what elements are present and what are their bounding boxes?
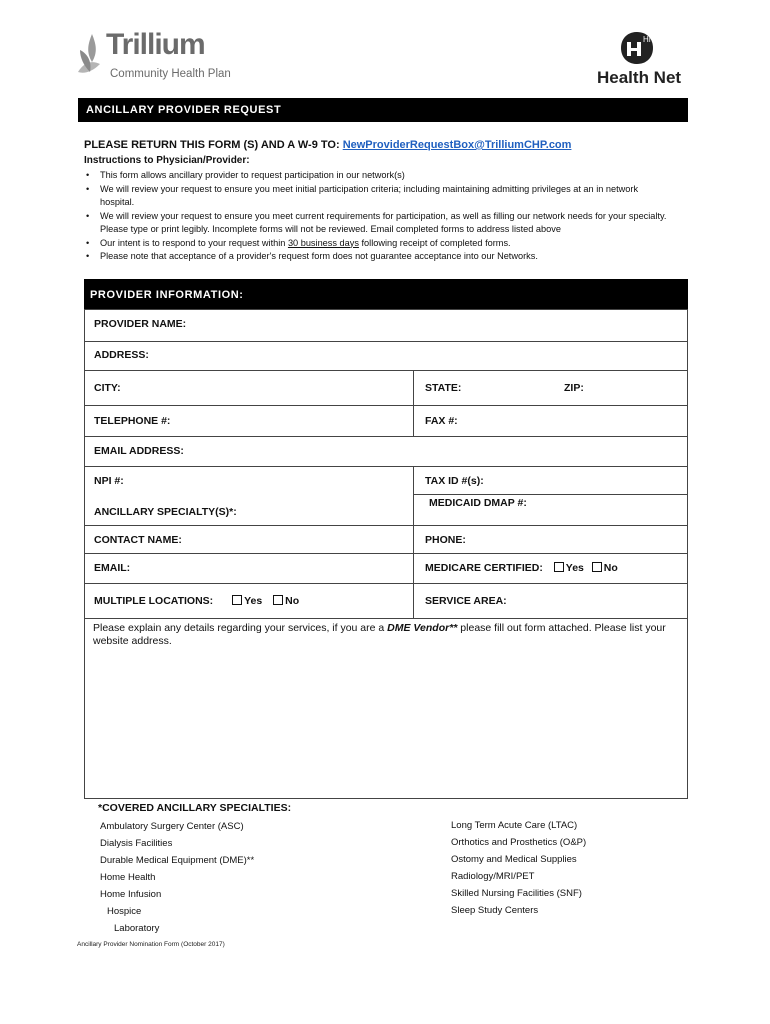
list-item: Sleep Study Centers — [451, 905, 539, 916]
address-field[interactable]: ADDRESS: — [94, 349, 149, 361]
divider — [84, 341, 688, 342]
list-item: Ambulatory Surgery Center (ASC) — [100, 821, 244, 832]
phone-field[interactable]: PHONE: — [425, 534, 466, 546]
locations-yes-option[interactable] — [232, 595, 262, 607]
response-time: 30 business days — [287, 237, 359, 248]
return-instructions-text: PLEASE RETURN THIS FORM (S) AND A W-9 TO: — [84, 139, 343, 151]
divider — [84, 583, 688, 584]
list-item: Radiology/MRI/PET — [451, 871, 535, 882]
no-label: No — [285, 595, 300, 607]
provider-info-heading: PROVIDER INFORMATION: — [84, 279, 688, 309]
covered-specialties-left — [100, 818, 254, 937]
email-address-field[interactable]: EMAIL ADDRESS: — [94, 445, 184, 457]
locations-no-option[interactable] — [273, 595, 299, 607]
state-field[interactable]: STATE: — [425, 382, 462, 394]
form-footer: Ancillary Provider Nomination Form (October 2017) — [77, 941, 225, 948]
service-area-field[interactable]: SERVICE AREA: — [425, 595, 507, 607]
divider — [413, 494, 688, 495]
divider — [84, 525, 688, 526]
return-email-link[interactable]: NewProviderRequestBox@TrilliumCHP.com — [342, 139, 572, 151]
list-item: • We will review your request to ensure you meet initial participation criteria; including maintaining admitting privileges at an in network hospital. — [84, 183, 688, 210]
trillium-wordmark: Trillium — [106, 28, 205, 61]
yes-label: Yes — [244, 595, 263, 607]
checkbox[interactable] — [232, 595, 242, 605]
yes-label: Yes — [565, 562, 584, 574]
trillium-tagline: Community Health Plan — [110, 68, 231, 80]
healthnet-logo — [592, 30, 692, 92]
covered-specialties-right — [451, 817, 586, 919]
form-title: ANCILLARY PROVIDER REQUEST — [78, 98, 688, 122]
divider — [84, 553, 688, 554]
tax-id-field[interactable]: TAX ID #(s): — [425, 475, 484, 487]
zip-field[interactable]: ZIP: — [564, 382, 584, 394]
medicare-yes-option[interactable] — [554, 562, 584, 574]
city-field[interactable]: CITY: — [94, 382, 121, 394]
medicare-certified — [425, 562, 618, 574]
multiple-locations — [94, 595, 299, 607]
specialty-field[interactable]: ANCILLARY SPECIALTY(S)*: — [94, 506, 237, 518]
list-item: Hospice — [107, 906, 142, 917]
provider-name-field[interactable]: PROVIDER NAME: — [94, 318, 187, 330]
healthnet-mark-icon — [617, 30, 657, 66]
list-item: Long Term Acute Care (LTAC) — [451, 820, 578, 831]
list-item: Ostomy and Medical Supplies — [451, 854, 577, 865]
explanation-text: Please explain any details regarding your services, if you are a — [93, 622, 388, 634]
list-item-text: Our intent is to respond to your request within — [100, 237, 288, 248]
checkbox[interactable] — [554, 562, 564, 572]
checkbox[interactable] — [273, 595, 283, 605]
healthnet-wordmark: Health Net — [597, 68, 682, 87]
list-item — [84, 237, 688, 251]
telephone-field[interactable]: TELEPHONE #: — [94, 415, 171, 427]
divider — [84, 436, 688, 437]
list-item: Home Infusion — [100, 889, 162, 900]
medicaid-field[interactable]: MEDICAID DMAP #: — [429, 497, 527, 509]
list-item-text: following receipt of completed forms. — [358, 237, 511, 248]
divider — [84, 466, 688, 467]
list-item: Orthotics and Prosthetics (O&P) — [451, 837, 587, 848]
checkbox[interactable] — [592, 562, 602, 572]
services-explanation-prompt — [93, 622, 681, 648]
contact-name-field[interactable]: CONTACT NAME: — [94, 534, 182, 546]
list-item: Laboratory — [114, 923, 160, 934]
explanation-text: please fill out form attached. Please list your website address. — [93, 622, 666, 647]
list-item: Skilled Nursing Facilities (SNF) — [451, 888, 582, 899]
column-divider — [413, 370, 414, 436]
trillium-flower-icon — [76, 32, 108, 76]
list-item: • We will review your request to ensure you meet current requirements for participation, as well as filling our network needs for your specialty. Please type or print legibly. Incomplete forms will not be reviewed. Email completed forms to address listed above — [84, 210, 688, 237]
list-item: Durable Medical Equipment (DME)** — [100, 855, 255, 866]
list-item: Dialysis Facilities — [100, 838, 173, 849]
instructions-list — [84, 169, 688, 264]
instructions-heading: Instructions to Physician/Provider: — [84, 155, 250, 166]
multiple-locations-label: MULTIPLE LOCATIONS: — [94, 595, 214, 607]
medicare-label: MEDICARE CERTIFIED: — [425, 562, 543, 574]
covered-specialties-heading: *COVERED ANCILLARY SPECIALTIES: — [98, 802, 292, 814]
trillium-logo — [76, 28, 236, 90]
healthnet-mark-letters: HN — [643, 35, 655, 44]
npi-field[interactable]: NPI #: — [94, 475, 124, 487]
divider — [84, 370, 688, 371]
email-field[interactable]: EMAIL: — [94, 562, 131, 574]
return-instructions — [84, 139, 571, 151]
no-label: No — [603, 562, 618, 574]
list-item: • This form allows ancillary provider to request participation in our network(s) — [84, 169, 688, 183]
list-item: • Please note that acceptance of a provider's request form does not guarantee acceptance into our Networks. — [84, 250, 688, 264]
column-divider — [413, 466, 414, 618]
medicare-no-option[interactable] — [592, 562, 618, 574]
dme-vendor-emphasis: DME Vendor** — [387, 622, 458, 634]
fax-field[interactable]: FAX #: — [425, 415, 458, 427]
divider — [84, 405, 688, 406]
list-item: Home Health — [100, 872, 156, 883]
